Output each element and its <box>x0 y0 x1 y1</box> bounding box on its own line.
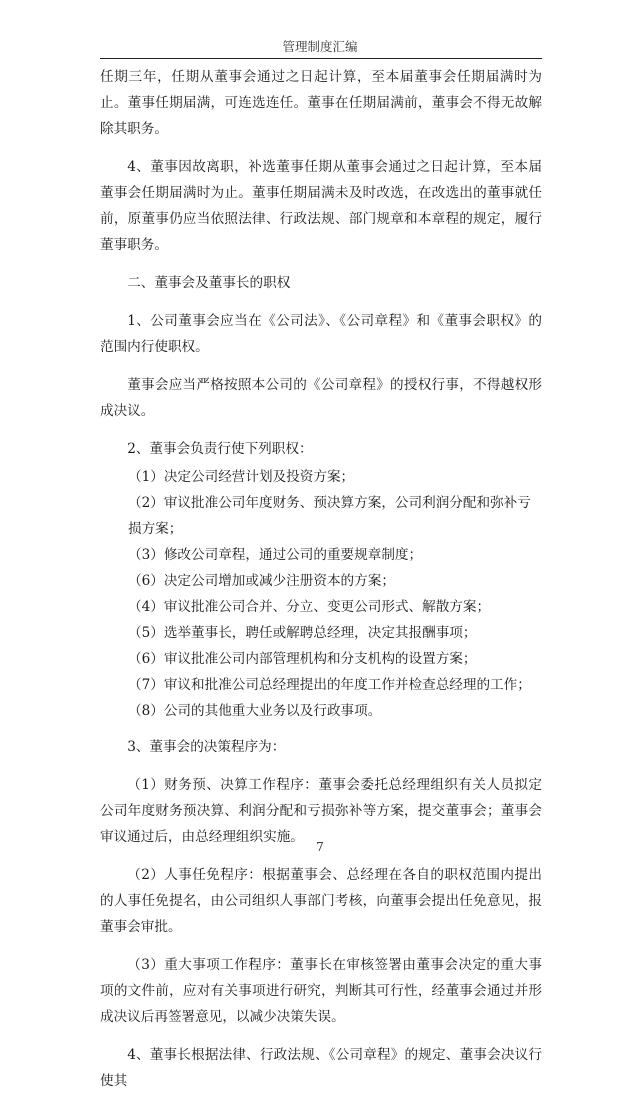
list-item: （6）决定公司增加或减少注册资本的方案； <box>128 573 395 589</box>
paragraph-term: 任期三年，任期从董事会通过之日起计算，至本届董事会任期届满时为止。董事任期届满，可连选连任。董事在任期届满前，董事会不得无故解除其职务。 <box>100 69 542 137</box>
powers-list <box>100 464 542 724</box>
document-body <box>100 64 542 1106</box>
list-item: （4）审议批准公司合并、分立、变更公司形式、解散方案； <box>128 599 491 615</box>
paragraph-finance-procedure: （1）财务预、决算工作程序：董事会委托总经理组织有关人员拟定公司年度财务预决算、利润分配和亏损弥补等方案，提交董事会；董事会审议通过后，由总经理组织实施。 <box>100 777 542 845</box>
list-item: （3）修改公司章程，通过公司的重要规章制度； <box>128 547 423 563</box>
list-item: （2）审议批准公司年度财务、预决算方案，公司利润分配和弥补亏损方案； <box>128 495 531 537</box>
list-item: （8）公司的其他重大业务以及行政事项。 <box>128 703 382 719</box>
header-rule <box>100 58 542 59</box>
page-header: 管理制度汇编 <box>282 39 358 54</box>
paragraph-authorization: 董事会应当严格按照本公司的《公司章程》的授权行事，不得越权形成决议。 <box>100 377 542 419</box>
paragraph-major-matters-procedure: （3）重大事项工作程序：董事长在审核签署由董事会决定的重大事项的文件前，应对有关事项进行研究，判断其可行性，经董事会通过并形成决议后再签署意见，以减少决策失误。 <box>100 957 542 1025</box>
list-item: （6）审议批准公司内部管理机构和分支机构的设置方案； <box>128 651 477 667</box>
paragraph-personnel-procedure: （2）人事任免程序：根据董事会、总经理在各自的职权范围内提出的人事任免提名，由公司组织人事部门考核，向董事会提出任免意见，报董事会审批。 <box>100 867 542 935</box>
list-item: （1）决定公司经营计划及投资方案； <box>128 469 355 485</box>
list-item: （7）审议和批准公司总经理提出的年度工作并检查总经理的工作； <box>128 677 531 693</box>
paragraph-procedure-intro: 3、董事会的决策程序为： <box>127 739 286 755</box>
paragraph-scope: 1、公司董事会应当在《公司法》、《公司章程》和《董事会职权》的范围内行使职权。 <box>100 313 542 355</box>
section-heading: 二、董事会及董事长的职权 <box>127 275 291 291</box>
list-item: （5）选举董事长，聘任或解聘总经理，决定其报酬事项； <box>128 625 477 641</box>
paragraph-chairman-powers: 4、董事长根据法律、行政法规、《公司章程》的规定、董事会决议行使其 <box>100 1047 542 1089</box>
paragraph-by-election: 4、董事因故离职，补选董事任期从董事会通过之日起计算，至本届董事会任期届满时为止。董事任期届满未及时改选，在改选出的董事就任前，原董事仍应当依照法律、行政法规、部门规章和本章程的规定，履行董事职务。 <box>100 159 542 253</box>
page-number: 7 <box>316 840 324 854</box>
paragraph-powers-intro: 2、董事会负责行使下列职权： <box>127 441 313 457</box>
